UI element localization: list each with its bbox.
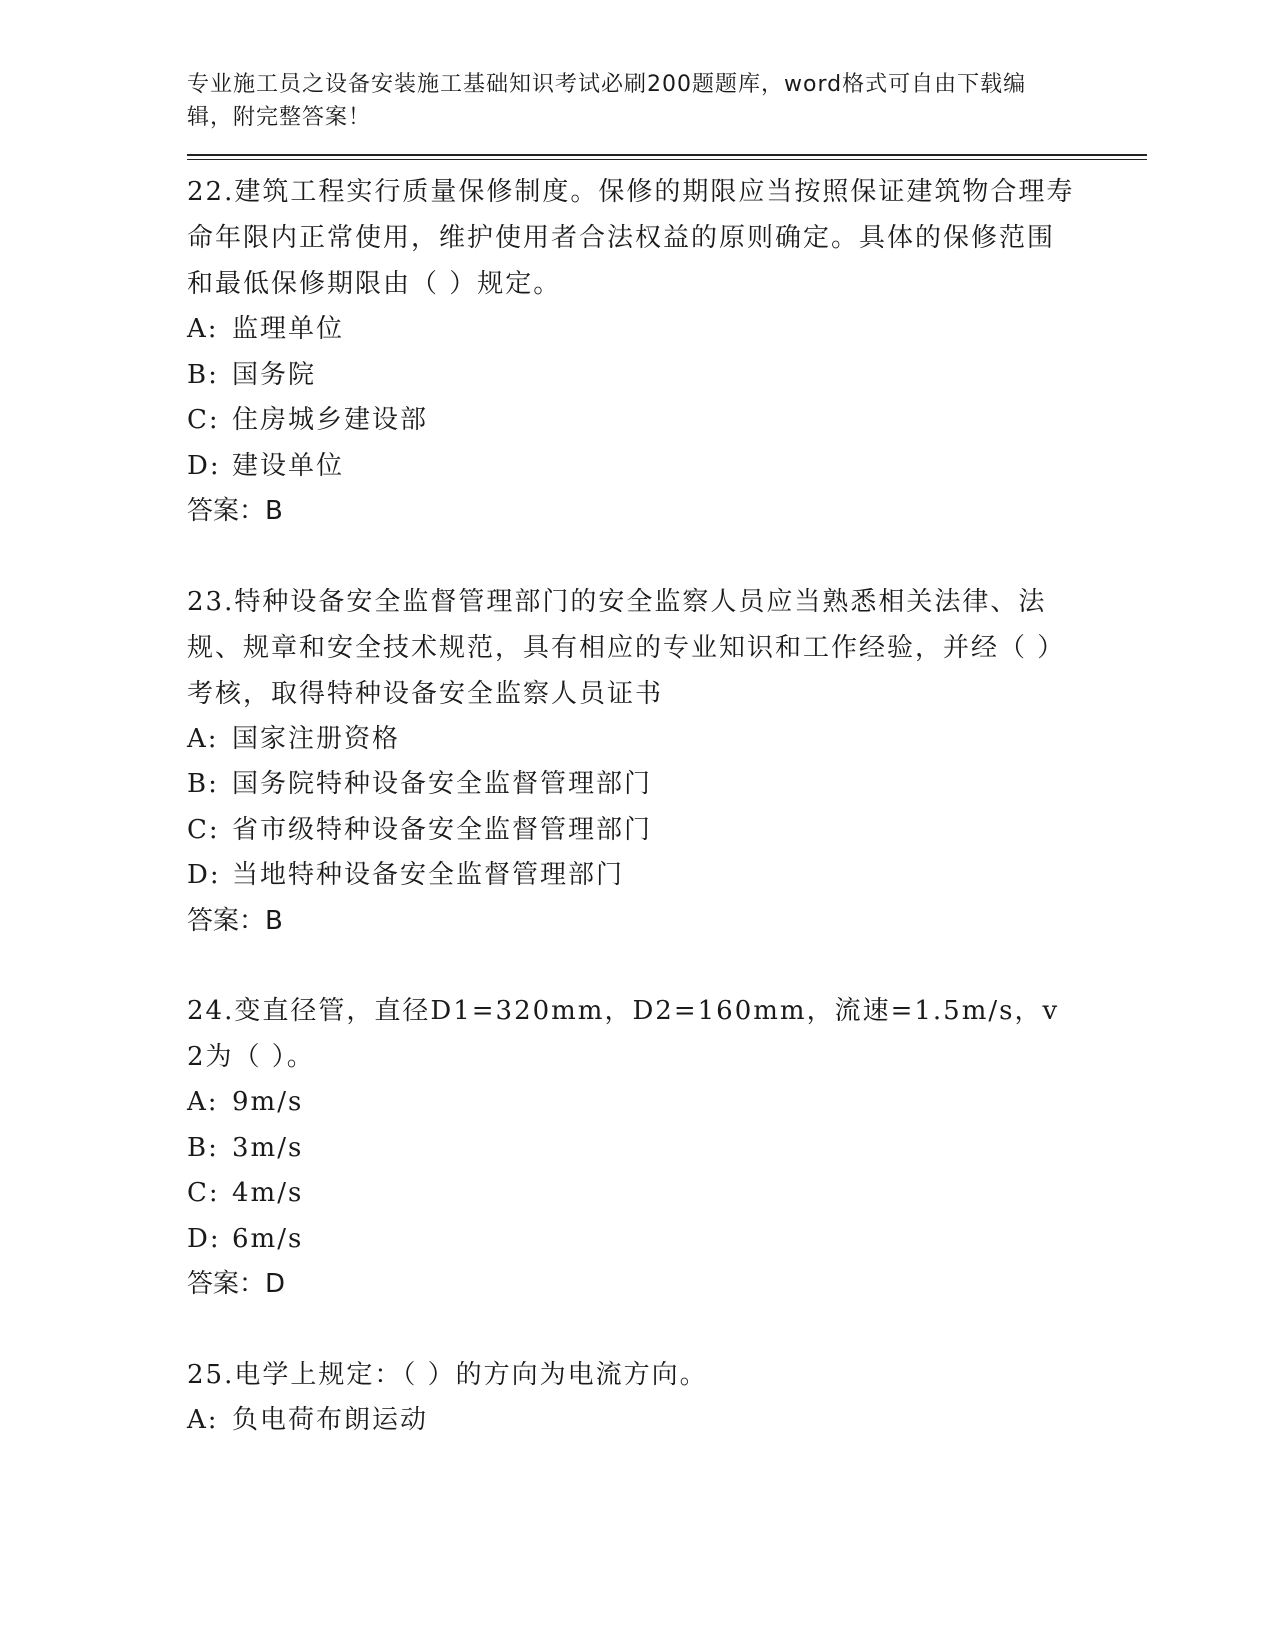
- answer-line: [187, 1262, 1147, 1308]
- option-letter: A:: [187, 314, 219, 344]
- answer-label: 答案：: [187, 496, 266, 526]
- option-letter: C:: [187, 405, 220, 435]
- option-text: 监理单位: [232, 314, 345, 344]
- option-a: [187, 1398, 1147, 1444]
- answer-value: B: [265, 496, 283, 526]
- option-letter: C:: [187, 1178, 220, 1208]
- option-text: 住房城乡建设部: [232, 405, 429, 435]
- option-letter: B:: [187, 1132, 219, 1163]
- option-text: 6m/s: [232, 1223, 304, 1254]
- option-letter: B:: [187, 769, 219, 799]
- question-22: [187, 169, 1147, 535]
- answer-label: 答案：: [187, 1269, 266, 1299]
- option-text: 4m/s: [232, 1178, 304, 1208]
- option-letter: A:: [187, 1404, 219, 1435]
- question-list: [187, 169, 1147, 1443]
- option-text: 国务院特种设备安全监督管理部门: [232, 769, 653, 799]
- option-text: 建设单位: [232, 450, 345, 481]
- question-stem: 23.特种设备安全监督管理部门的安全监察人员应当熟悉相关法律、法规、规章和安全技术规范，具有相应的专业知识和工作经验，并经（ ）考核，取得特种设备安全监察人员证书: [187, 586, 1066, 709]
- question-24: [187, 988, 1147, 1308]
- question-stem: 24.变直径管，直径D1=320mm，D2=160mm，流速=1.5m/s，v2为（ ）。: [187, 996, 1060, 1072]
- option-text: 省市级特种设备安全监督管理部门: [232, 814, 653, 845]
- option-b: [187, 762, 1147, 808]
- answer-value: B: [265, 905, 283, 936]
- document-page: [187, 68, 1147, 1487]
- option-text: 9m/s: [232, 1087, 304, 1117]
- option-d: [187, 1217, 1147, 1263]
- option-text: 国家注册资格: [232, 723, 401, 754]
- option-b: [187, 1126, 1147, 1172]
- answer-label: 答案：: [187, 905, 266, 936]
- option-letter: D:: [187, 450, 221, 481]
- answer-line: [187, 489, 1147, 535]
- option-d: [187, 853, 1147, 899]
- option-text: 负电荷布朗运动: [232, 1404, 429, 1435]
- option-d: [187, 444, 1147, 490]
- option-letter: D:: [187, 860, 221, 890]
- option-a: [187, 307, 1147, 353]
- option-text: 3m/s: [232, 1132, 304, 1163]
- option-c: [187, 398, 1147, 444]
- document-title: 专业施工员之设备安装施工基础知识考试必刷200题题库，word格式可自由下载编辑，附完整答案！: [187, 72, 1027, 130]
- header-divider: [187, 154, 1147, 160]
- option-a: [187, 717, 1147, 763]
- option-letter: D:: [187, 1223, 221, 1254]
- option-c: [187, 1171, 1147, 1217]
- option-a: [187, 1080, 1147, 1126]
- question-stem: 22.建筑工程实行质量保修制度。保修的期限应当按照保证建筑物合理寿命年限内正常使用，维护使用者合法权益的原则确定。具体的保修范围和最低保修期限由（ ）规定。: [187, 177, 1075, 299]
- answer-line: [187, 899, 1147, 945]
- answer-value: D: [265, 1269, 286, 1299]
- option-letter: C:: [187, 814, 220, 845]
- option-letter: A:: [187, 1087, 219, 1117]
- option-b: [187, 353, 1147, 399]
- question-25: [187, 1352, 1147, 1444]
- option-c: [187, 808, 1147, 854]
- option-text: 国务院: [232, 359, 317, 390]
- option-letter: B:: [187, 359, 219, 390]
- option-letter: A:: [187, 723, 219, 754]
- option-text: 当地特种设备安全监督管理部门: [232, 860, 625, 890]
- question-stem: 25.电学上规定：（ ）的方向为电流方向。: [187, 1359, 708, 1390]
- question-23: [187, 579, 1147, 945]
